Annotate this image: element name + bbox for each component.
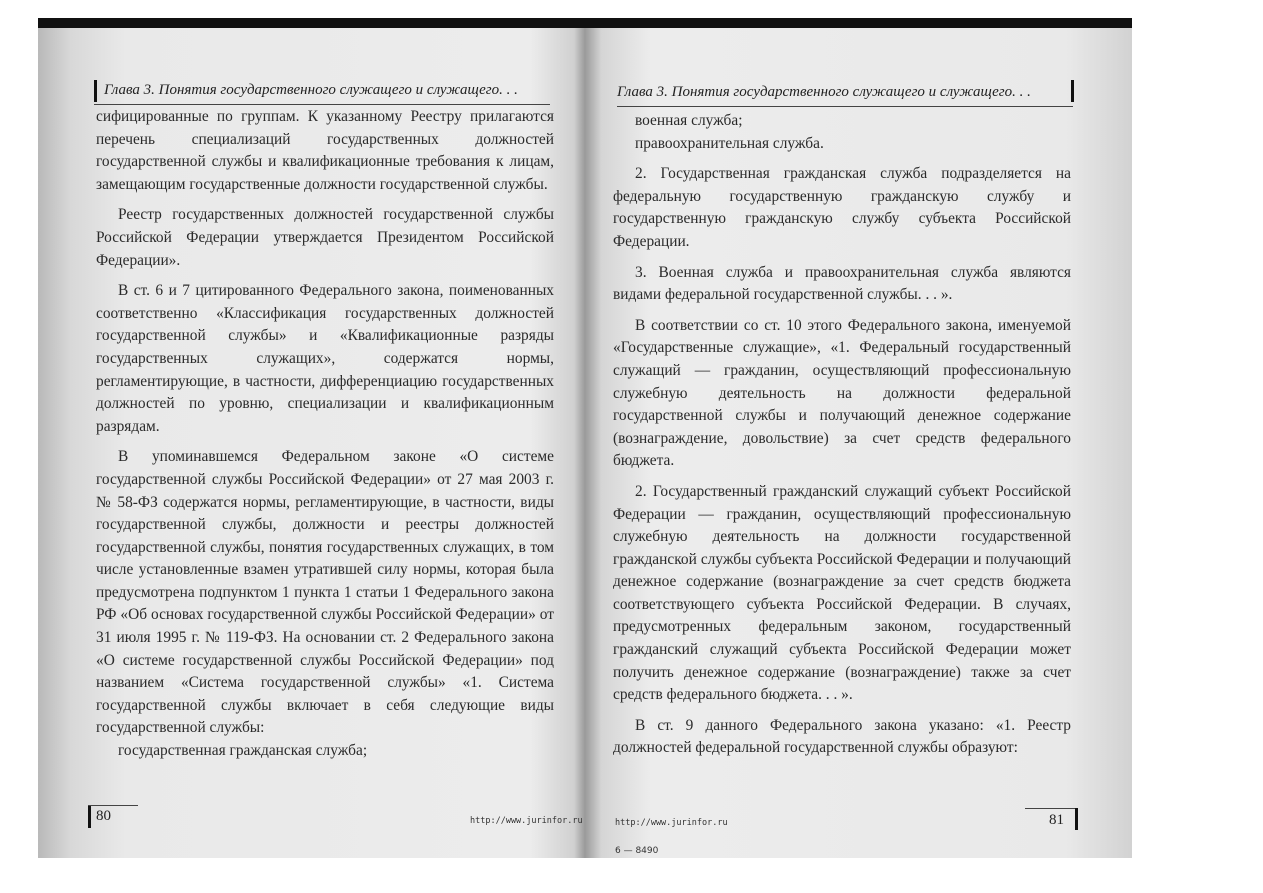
paragraph: 2. Государственная гражданская служба подразделяется на федеральную государственную гражданскую службу и государственную гражданскую службу субъекта Российской Федерации. [613, 165, 1071, 250]
paragraph: государственная гражданская служба; [118, 742, 368, 760]
paragraph: В ст. 9 данного Федерального закона указано: «1. Реестр должностей федеральной государственной службы образуют: [613, 716, 1071, 757]
paragraph: В соответствии со ст. 10 этого Федерального закона, именуемой «Государственные служащие», «1. Федеральный государственный служащий — гражданин, осуществляющий профессиональную служебную деятельность на должности федеральной государственной службы и получающий денежное содержание (вознаграждение, довольствие) за счет средств федерального бюджета. [613, 316, 1071, 470]
right-page [583, 28, 1132, 858]
folio-marker-bar [88, 806, 91, 828]
paragraph: сифицированные по группам. К указанному Реестру прилагаются перечень специализаций государственных должностей государственной службы и квалификационные требования к лицам, замещающим государственные должности государственной службы. [96, 108, 554, 193]
left-page [38, 28, 583, 858]
publisher-url: http://www.jurinfor.ru [470, 816, 583, 826]
paragraph: В упоминавшемся Федеральном законе «О системе государственной службы Российской Федерации» от 27 мая 2003 г. № 58-ФЗ содержатся нормы, регламентирующие, в частности, виды государственной службы, должности и реестры должностей государственной службы, понятия государственных служащих, в том числе установленные взамен утратившей силу нормы, которая была предусмотрена подпунктом 1 пункта 1 статьи 1 Федерального закона РФ «Об основах государственной службы Российской Федерации» от 31 июля 1995 г. № 119-ФЗ. На основании ст. 2 Федерального закона «О системе государственной службы Российской Федерации» под названием «Система государственной службы» «1. Система государственной службы включает в себя следующие виды государственной службы: [96, 448, 554, 737]
folio-rule [88, 805, 138, 806]
left-body-text [96, 106, 554, 763]
folio-marker-bar [1075, 808, 1078, 830]
folio-rule [1025, 808, 1075, 809]
running-header: Глава 3. Понятия государственного служащего и служащего. . . [617, 84, 1031, 100]
paragraph: 2. Государственный гражданский служащий субъект Российской Федерации — гражданин, осуществляющий профессиональную служебную деятельность на должности государственной гражданской службы субъекта Российской Федерации и получающий денежное содержание (вознаграждение за счет средств бюджета соответствующего субъекта Российской Федерации. В случаях, предусмотренных федеральным законом, государственный гражданский служащий субъекта Российской Федерации может получить денежное содержание (вознаграждение) также за счет средств федерального бюджета. . . ». [613, 482, 1071, 704]
running-header: Глава 3. Понятия государственного служащего и служащего. . . [104, 82, 518, 98]
header-marker-bar [1071, 80, 1074, 102]
paragraph: Реестр государственных должностей государственной службы Российской Федерации утверждается Президентом Российской Федерации». [96, 206, 554, 269]
header-rule [94, 104, 550, 105]
publisher-url: http://www.jurinfor.ru [615, 818, 728, 828]
paragraph: В ст. 6 и 7 цитированного Федерального закона, поименованных соответственно «Классификация государственных должностей государственной службы» и «Квалификационные разряды государственных служащих», содержатся нормы, регламентирующие, в частности, дифференциацию государственных должностей по уровню, специализации и квалификационным разрядам. [96, 282, 554, 435]
paragraph: правоохранительная служба. [635, 134, 824, 152]
header-marker-bar [94, 80, 97, 102]
right-body-text [613, 110, 1071, 760]
page-number: 81 [1049, 812, 1064, 828]
book-spread-scan [38, 18, 1132, 858]
signature-mark: 6 — 8490 [615, 846, 659, 856]
page-number: 80 [96, 808, 111, 824]
header-rule [617, 106, 1073, 107]
paragraph: военная служба; [635, 112, 743, 129]
paragraph: 3. Военная служба и правоохранительная служба являются видами федеральной государственной службы. . . ». [613, 263, 1071, 304]
